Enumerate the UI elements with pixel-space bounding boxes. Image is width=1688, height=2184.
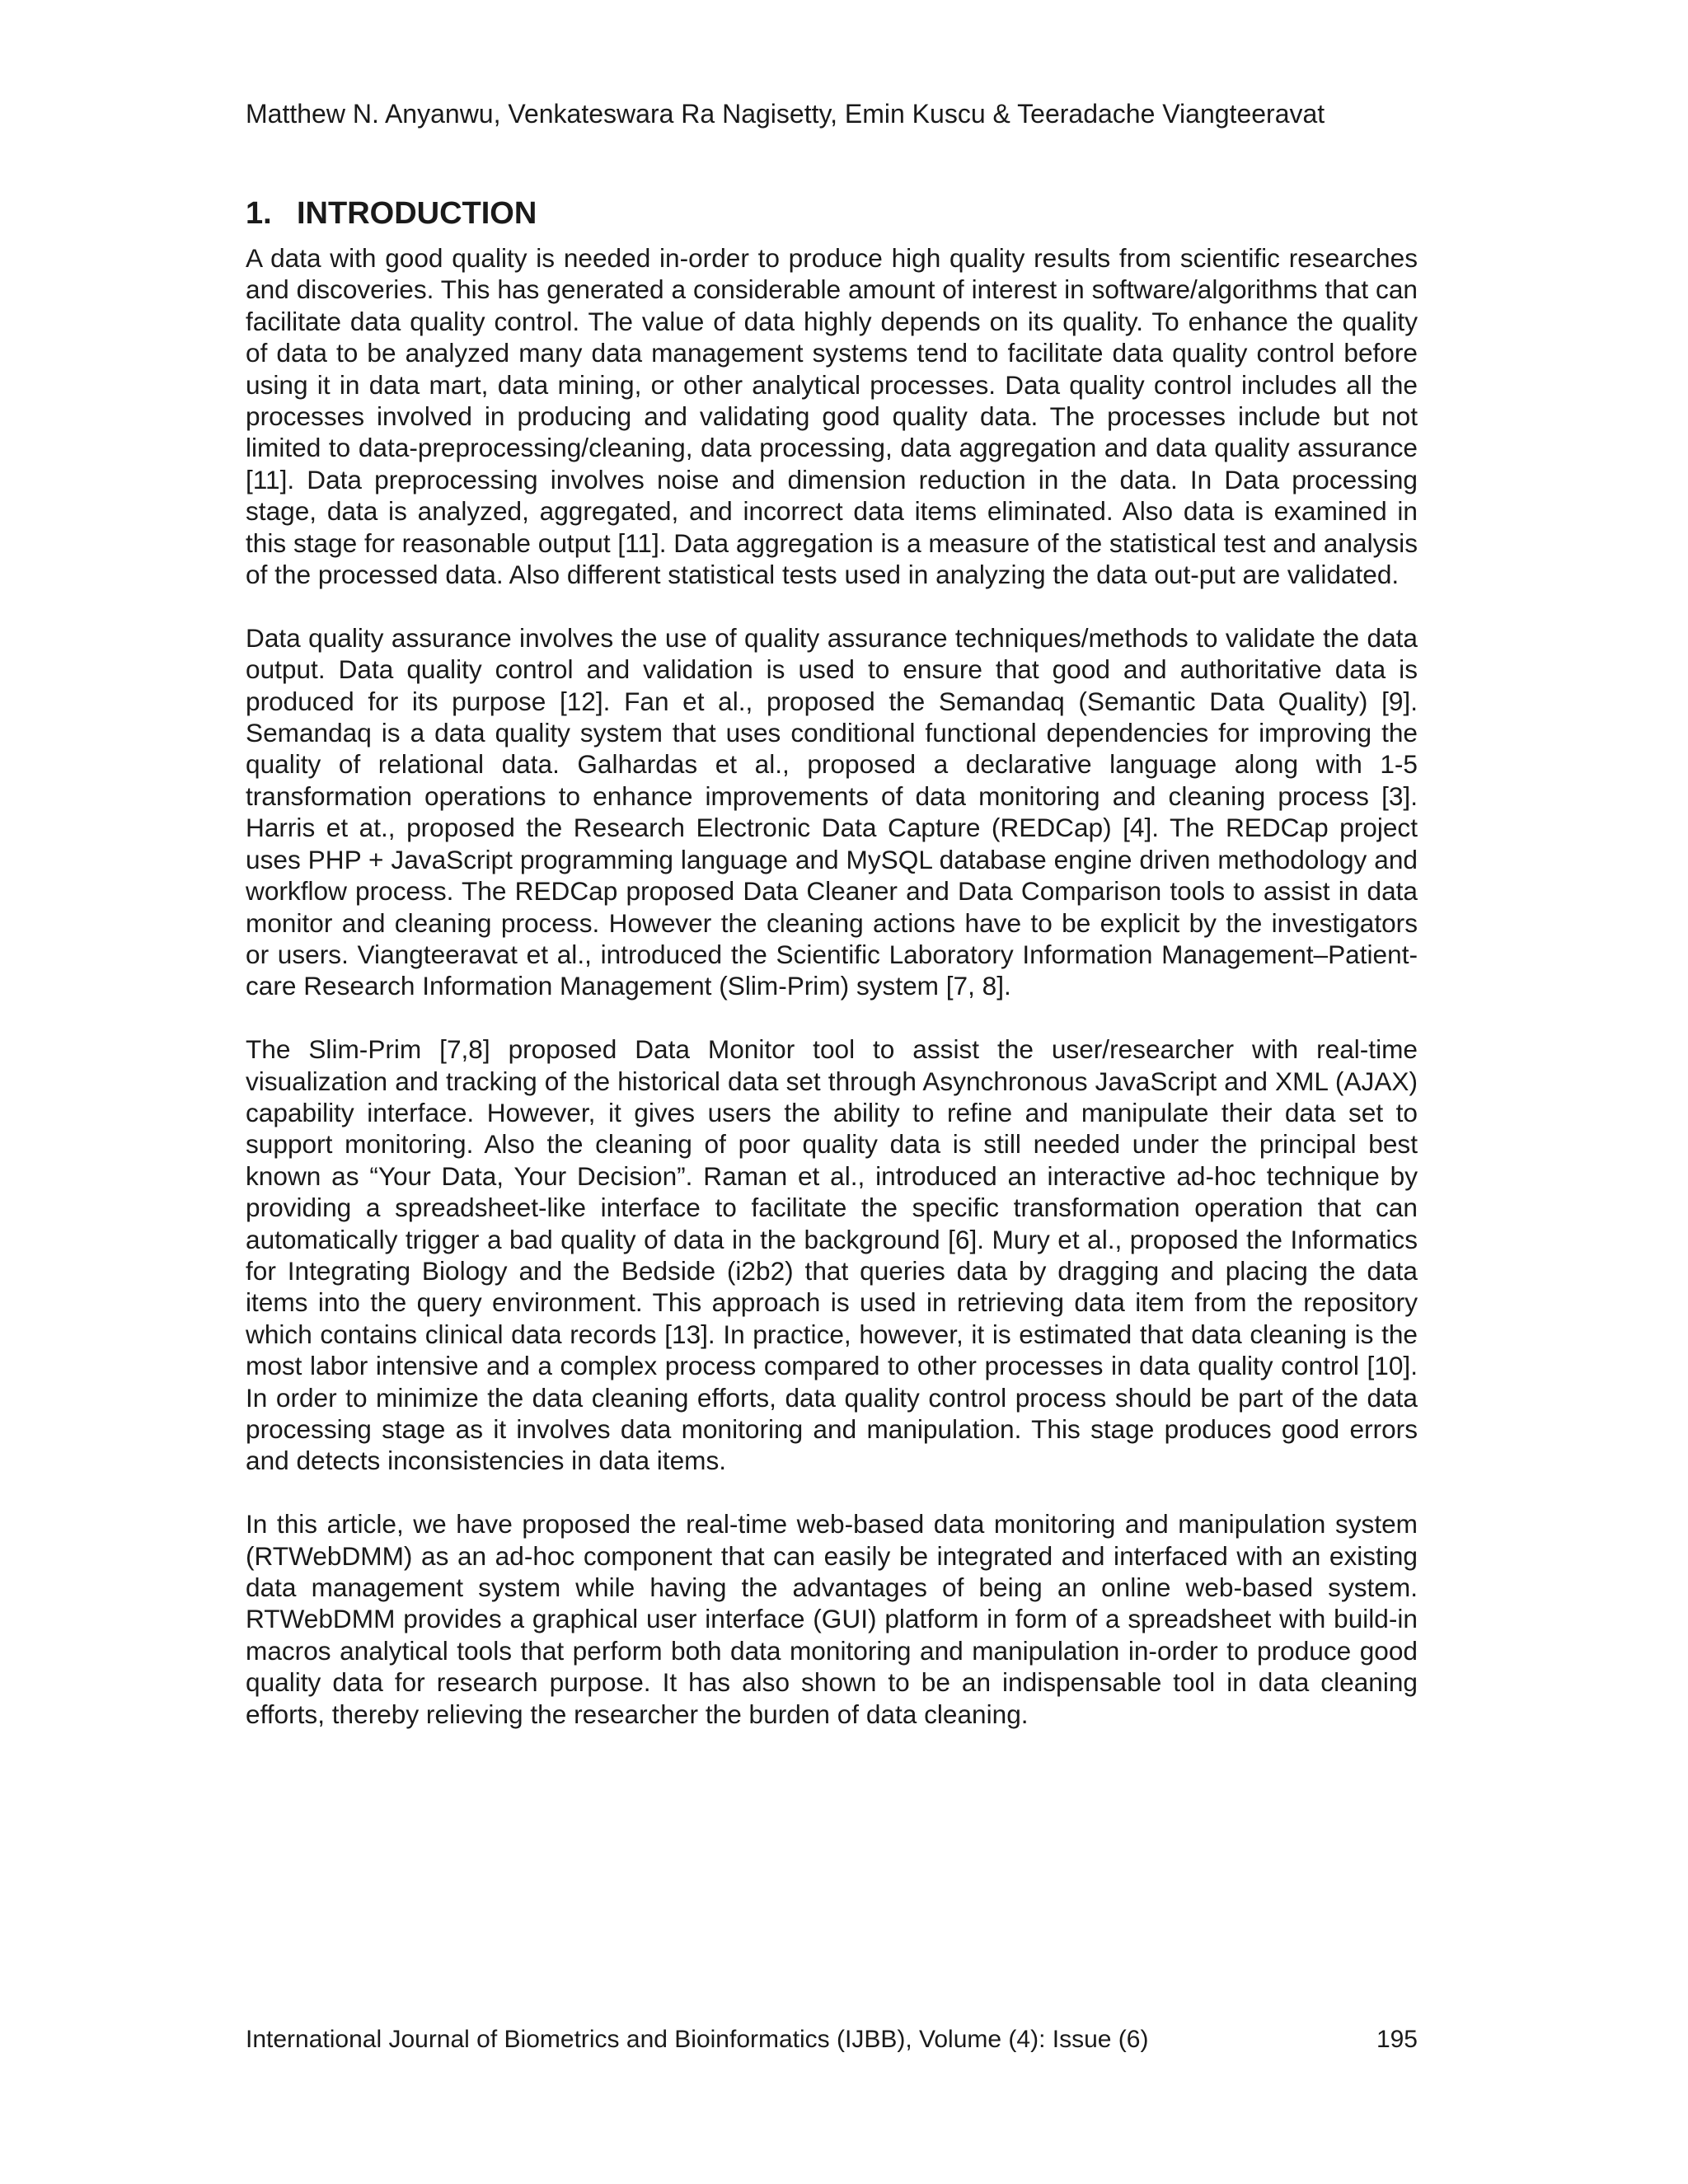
section-number: 1. (246, 196, 272, 231)
paragraph-2: Data quality assurance involves the use of quality assurance techniques/methods to validate the data output. Data quality control and validation is used to ensure that good and authoritative data is produced for its purpose [12]. Fan et al., proposed the Semandaq (Semantic Data Quality) [9]. Semandaq is a data quality system that uses conditional functional dependencies for improving the quality of relational data. Galhardas et al., proposed a declarative language along with 1-5 transformation operations to enhance improvements of data monitoring and cleaning process [3]. Harris et at., proposed the Research Electronic Data Capture (REDCap) [4]. The REDCap project uses PHP + JavaScript programming language and MySQL database engine driven methodology and workflow process. The REDCap proposed Data Cleaner and Data Comparison tools to assist in data monitor and cleaning process. However the cleaning actions have to be explicit by the investigators or users. Viangteeravat et al., introduced the Scientific Laboratory Information Management–Patient-care Research Information Management (Slim-Prim) system [7, 8]. (246, 622, 1418, 1001)
paragraph-1: A data with good quality is needed in-order to produce high quality results from scientific researches and discoveries. This has generated a considerable amount of interest in software/algorithms that can facilitate data quality control. The value of data highly depends on its quality. To enhance the quality of data to be analyzed many data management systems tend to facilitate data quality control before using it in data mart, data mining, or other analytical processes. Data quality control includes all the processes involved in producing and validating good quality data. The processes include but not limited to data-preprocessing/cleaning, data processing, data aggregation and data quality assurance [11]. Data preprocessing involves noise and dimension reduction in the data. In Data processing stage, data is analyzed, aggregated, and incorrect data items eliminated. Also data is examined in this stage for reasonable output [11]. Data aggregation is a measure of the statistical test and analysis of the processed data. Also different statistical tests used in analyzing the data out-put are validated. (246, 243, 1418, 590)
footer-page-number: 195 (1376, 2026, 1418, 2053)
paragraph-3: The Slim-Prim [7,8] proposed Data Monitor tool to assist the user/researcher with real-time visualization and tracking of the historical data set through Asynchronous JavaScript and XML (AJAX) capability interface. However, it gives users the ability to refine and manipulate their data set to support monitoring. Also the cleaning of poor quality data is still needed under the principal best known as “Your Data, Your Decision”. Raman et al., introduced an interactive ad-hoc technique by providing a spreadsheet-like interface to facilitate the specific transformation operation that can automatically trigger a bad quality of data in the background [6]. Mury et al., proposed the Informatics for Integrating Biology and the Bedside (i2b2) that queries data by dragging and placing the data items into the query environment. This approach is used in retrieving data item from the repository which contains clinical data records [13]. In practice, however, it is estimated that data cleaning is the most labor intensive and a complex process compared to other processes in data quality control [10]. In order to minimize the data cleaning efforts, data quality control process should be part of the data processing stage as it involves data monitoring and manipulation. This stage produces good errors and detects inconsistencies in data items. (246, 1034, 1418, 1476)
paragraph-4: In this article, we have proposed the real-time web-based data monitoring and manipulation system (RTWebDMM) as an ad-hoc component that can easily be integrated and interfaced with an existing data management system while having the advantages of being an online web-based system. RTWebDMM provides a graphical user interface (GUI) platform in form of a spreadsheet with build-in macros analytical tools that perform both data monitoring and manipulation in-order to produce good quality data for research purpose. It has also shown to be an indispensable tool in data cleaning efforts, thereby relieving the researcher the burden of data cleaning. (246, 1509, 1418, 1729)
running-header-authors: Matthew N. Anyanwu, Venkateswara Ra Nagisetty, Emin Kuscu & Teeradache Viangteeravat (246, 99, 1325, 129)
section-title: INTRODUCTION (297, 196, 537, 231)
body-text (246, 242, 1418, 1761)
section-heading (246, 194, 537, 232)
footer-journal-citation: International Journal of Biometrics and Bioinformatics (IJBB), Volume (4): Issue (6) (246, 2026, 1149, 2053)
